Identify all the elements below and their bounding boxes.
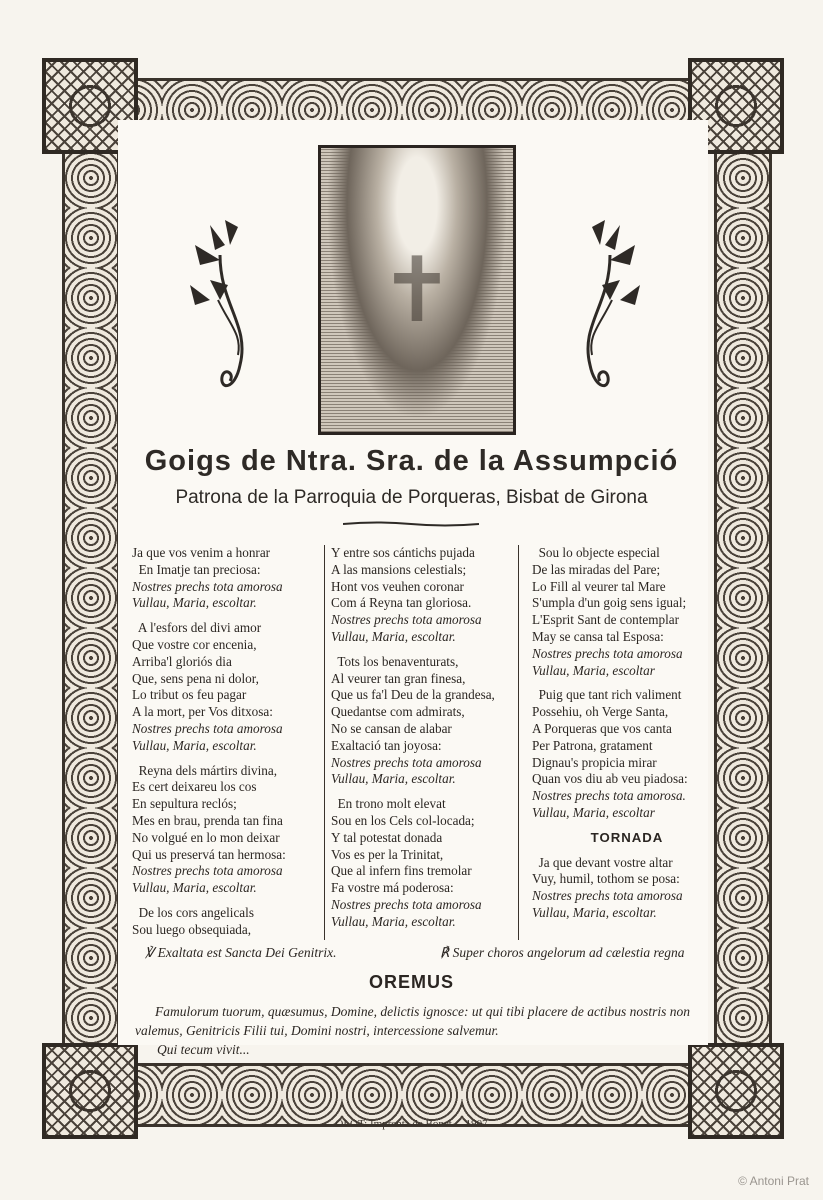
verse-column-3 [532, 545, 722, 922]
document-title: Goigs de Ntra. Sra. de la Assumpció [144, 445, 679, 477]
border-left [62, 148, 120, 1058]
column-divider-1 [324, 545, 325, 940]
verse-line: A las mansions celestials; [331, 561, 467, 577]
verse-line: Nostres prechs tota amorosa [331, 612, 482, 628]
copyright-watermark: © Antoni Prat [738, 1174, 809, 1188]
verse-line: Y entre sos cántichs pujada [331, 545, 475, 560]
verse-line: Lo Fill al veurer tal Mare [532, 578, 666, 594]
assumption-engraving [318, 145, 516, 435]
verse-line: Vullau, Maria, escoltar. [132, 880, 257, 896]
verse-line: De los cors angelicals [132, 904, 254, 920]
verse-line: Dignau's propicia mirar [532, 754, 657, 770]
verse-line: Es cert deixareu los cos [132, 779, 257, 795]
verse-line: Quan vos diu ab veu piadosa: [532, 771, 688, 787]
verse-line [532, 847, 722, 855]
verse-line [132, 897, 322, 905]
verse-line: Nostres prechs tota amorosa [331, 896, 482, 912]
verse-line: Mes en brau, prenda tan fina [132, 812, 283, 828]
verse-line [532, 679, 722, 687]
verse-line: Vos es per la Trinitat, [331, 846, 444, 862]
verse-line: Arriba'l gloriós dia [132, 653, 232, 669]
verse-line: Tots los benaventurats, [331, 653, 459, 669]
verse-line [331, 788, 521, 796]
verse-line: Lo tribut os feu pagar [132, 687, 247, 703]
verse-line: Vullau, Maria, escoltar [532, 804, 655, 820]
verse-line: Nostres prechs tota amorosa [532, 888, 683, 904]
verse-line [331, 646, 521, 654]
verse-line: Vullau, Maria, escoltar. [132, 595, 257, 611]
verse-line: En trono molt elevat [331, 796, 446, 812]
verse-line [532, 822, 722, 830]
verse-line: De las miradas del Pare; [532, 561, 661, 577]
verse-line: A Porqueras que vos canta [532, 720, 672, 736]
printer-imprint: OLOT: Imprenta de Bonet.—1907 [335, 1118, 488, 1130]
verse-line: Puig que tant rich valiment [532, 687, 682, 703]
verse-line: Fa vostre má poderosa: [331, 880, 454, 896]
verse-line: Ja que devant vostre altar [532, 854, 673, 870]
verse-line: No volgué en lo mon deixar [132, 829, 280, 845]
verse-line: Sou en los Cels col-locada; [331, 812, 475, 828]
document-subtitle: Patrona de la Parroquia de Porqueras, Bisbat de Girona [175, 487, 648, 508]
prayer-body: Famulorum tuorum, quæsumus, Domine, delictis ignosce: ut qui tibi placere de actibus nostris non valemus, Genitricis Filii tui, Domini nostri, intercessione salvemur. [135, 1004, 690, 1038]
verse-line: Hont vos veuhen coronar [331, 578, 464, 594]
verse-line: Com á Reyna tan gloriosa. [331, 595, 472, 611]
verse-line: Nostres prechs tota amorosa [132, 863, 283, 879]
verse-line: Que al infern fins tremolar [331, 863, 472, 879]
verse-line: Que vostre cor encenia, [132, 636, 257, 652]
verse-line: Sou lo objecte especial [532, 545, 660, 560]
verse-line: Y tal potestat donada [331, 829, 443, 845]
verse-column-2 [331, 545, 521, 931]
verse-line: A la mort, per Vos ditxosa: [132, 704, 273, 720]
verse-line [132, 755, 322, 763]
verse-line: L'Esprit Sant de contemplar [532, 612, 680, 628]
verse-line: Reyna dels mártirs divina, [132, 762, 278, 778]
verse-line: Nostres prechs tota amorosa [532, 645, 683, 661]
verse-line: Vullau, Maria, escoltar. [331, 913, 456, 929]
verse-line: S'umpla d'un goig sens igual; [532, 595, 687, 611]
verse-line: Vullau, Maria, escoltar [532, 662, 655, 678]
verse-line: Nostres prechs tota amorosa. [532, 788, 686, 804]
verse-line: Nostres prechs tota amorosa [132, 578, 283, 594]
floral-ornament-left [180, 205, 260, 405]
verse-line: No se cansan de alabar [331, 720, 452, 736]
verse-line: Nostres prechs tota amorosa [331, 754, 482, 770]
versicle: ℣ Exaltata est Sancta Dei Genitrix. [145, 945, 337, 960]
prayer-text [135, 1002, 715, 1059]
verse-line: Ja que vos venim a honrar [132, 545, 271, 560]
verse-line: Vullau, Maria, escoltar. [331, 628, 456, 644]
verse-line: Vullau, Maria, escoltar. [331, 771, 456, 787]
verse-line: Nostres prechs tota amorosa [132, 720, 283, 736]
verse-column-1 [132, 545, 322, 939]
border-right [714, 148, 772, 1058]
verse-line: Sou luego obsequiada, [132, 921, 252, 937]
verse-line: Vullau, Maria, escoltar. [132, 737, 257, 753]
verse-line: En sepultura reclós; [132, 796, 237, 812]
floral-ornament-right [570, 205, 650, 405]
prayer-ending: Qui tecum vivit... [157, 1042, 250, 1057]
verse-line: Exaltació tan joyosa: [331, 737, 442, 753]
verse-line: Al veurer tan gran finesa, [331, 670, 466, 686]
verse-line: Que, sens pena ni dolor, [132, 670, 259, 686]
virgin-figure-icon: ✝ [379, 241, 455, 341]
verse-line: Vullau, Maria, escoltar. [532, 904, 657, 920]
response: ℟ Super choros angelorum ad cælestia regna [440, 945, 685, 960]
verse-line: Que us fa'l Deu de la grandesa, [331, 687, 495, 703]
verse-line: May se cansa tal Esposa: [532, 628, 664, 644]
verse-line: TORNADA [590, 829, 664, 845]
verse-line: Per Patrona, gratament [532, 737, 653, 753]
column-divider-2 [518, 545, 519, 940]
verse-line: Possehiu, oh Verge Santa, [532, 704, 669, 720]
verse-line: Qui us preservá tan hermosa: [132, 846, 286, 862]
verse-line: En Imatje tan preciosa: [132, 561, 261, 577]
oremus-heading: OREMUS [368, 972, 454, 992]
verse-line: Quedantse com admirats, [331, 704, 465, 720]
verse-line [132, 612, 322, 620]
verse-line: A l'esfors del divi amor [132, 620, 262, 636]
decorative-rule [343, 521, 479, 527]
verse-line: Vuy, humil, tothom se posa: [532, 871, 680, 887]
